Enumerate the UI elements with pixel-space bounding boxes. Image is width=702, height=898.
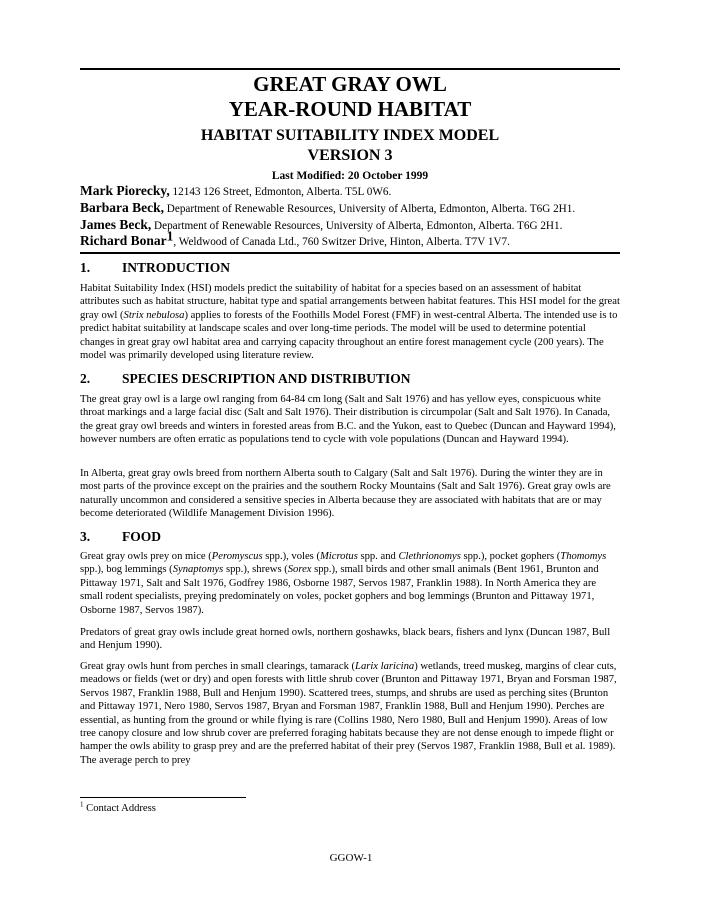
- author-line: [80, 200, 640, 217]
- author-affiliation: Department of Renewable Resources, University of Alberta, Edmonton, Alberta. T6G 2H1.: [164, 203, 576, 215]
- genus-name: Synaptomys: [172, 564, 224, 576]
- author-line: [80, 183, 640, 200]
- footnote-number: 1: [80, 800, 84, 809]
- genus-name: Sorex: [287, 564, 312, 576]
- author-line: [80, 228, 640, 250]
- text-run: ) applies to forests of the Foothills Model Forest (FMF) in west-central Alberta. The intended use is to predict habitat suitability at landscape scales and over long-time periods. The model will be used to determine potential changes in great gray owl habitat area and carrying capacity throughout an entire forest management cycle (200 years). The model was primarily developed using literature review.: [80, 309, 618, 362]
- text-run: spp.), pocket gophers (: [460, 551, 561, 562]
- food-paragraph-3: [80, 660, 620, 767]
- author-name: Richard Bonar: [80, 233, 167, 248]
- top-rule: [80, 68, 620, 70]
- subtitle-line-1: HABITAT SUITABILITY INDEX MODEL: [200, 127, 500, 144]
- species-name: Strix nebulosa: [123, 309, 185, 321]
- text-run: ) wetlands, treed muskeg, margins of clear cuts, meadows or fields (wet or dry) and open forests with little shrub cover (Brunton and Pittaway 1971, Bryan and Forsman 1987, Servos 1987, Franklin 1988, Bull and Henjum 1990). Scattered trees, stumps, and shrubs are used as perching sites (Brunton and Pittaway 1971, Nero 1980, Servos 1987, Bryan and Forsman 1987, Franklin 1988, Bull and Henjum 1990). Perches are essential, as hunting from the ground or while flying is rare (Collins 1980, Nero 1980, Bull and Henjum 1990). Areas of low tree canopy closure and low shrub cover are preferred foraging habitats because they are not dense enough to impede flight or hamper the owls ability to grasp prey and are the preferred habitat of their prey (Servos 1987, Franklin 1988, Bull et al. 1989). The average perch to prey: [80, 661, 617, 766]
- author-name: Mark Piorecky,: [80, 183, 170, 198]
- genus-name: Microtus: [319, 551, 358, 562]
- genus-name: Peromyscus: [211, 551, 263, 562]
- footnote: [80, 802, 156, 815]
- section-number: 2.: [80, 371, 91, 386]
- section-title: FOOD: [122, 529, 161, 544]
- footnote-marker: 1: [166, 228, 174, 244]
- text-run: spp.), shrews (: [223, 564, 288, 576]
- food-paragraph-2: Predators of great gray owls include great horned owls, northern goshawks, black bears, fishers and lynx (Duncan 1987, Bull and Henjum 1990).: [80, 627, 611, 652]
- author-name: James Beck,: [80, 217, 152, 232]
- subtitle-line-2: VERSION 3: [307, 147, 393, 164]
- text-run: spp. and: [357, 551, 399, 562]
- genus-name: Clethrionomys: [398, 551, 461, 562]
- text-run: spp.), voles (: [262, 551, 320, 562]
- page-number: GGOW-1: [329, 852, 373, 864]
- intro-paragraph: [80, 282, 620, 362]
- section-heading-food: [80, 529, 161, 545]
- author-line: [80, 217, 640, 234]
- section-number: 1.: [80, 260, 91, 275]
- text-run: Great gray owls prey on mice (: [80, 551, 212, 562]
- title-line-2: YEAR-ROUND HABITAT: [228, 97, 472, 121]
- author-rule: [80, 252, 620, 254]
- species-paragraph-2: In Alberta, great gray owls breed from northern Alberta south to Calgary (Salt and Salt 1976). During the winter they are in most parts of the province except on the prairies and the southern Rocky Mountains (Salt and Salt 1976). Great gray owls are naturally uncommon and considered a sensitive species in Alberta because they are associated with habitats that are or may become deteriorated (Wildlife Management Division 1996).: [80, 468, 611, 520]
- author-affiliation: 12143 126 Street, Edmonton, Alberta. T5L 0W6.: [169, 186, 392, 198]
- section-heading-species: [80, 371, 410, 387]
- food-paragraph-1: [80, 550, 620, 617]
- section-heading-introduction: [80, 260, 230, 276]
- title-line-1: GREAT GRAY OWL: [253, 72, 447, 96]
- species-paragraph-1: The great gray owl is a large owl ranging from 64-84 cm long (Salt and Salt 1976) and has yellow eyes, conspicuous white throat markings and a large facial disc (Salt and Salt 1976). Their distribution is circumpolar (Salt and Salt 1976). In Canada, the great gray owl breeds and winters in forested areas from B.C. and the Yukon, east to Quebec (Duncan and Hayward 1994), however numbers are often erratic as populations tend to cycle with vole populations (Duncan and Hayward 1994).: [80, 394, 616, 446]
- footnote-rule: [80, 797, 246, 798]
- section-number: 3.: [80, 529, 91, 544]
- text-run: spp.), small birds and other small animals (Bent 1961, Brunton and Pittaway 1971, Salt and Salt 1976, Godfrey 1986, Osborne 1987, Servos 1987, Franklin 1988). In North America they are small rodent specialists, preying predominately on voles, pocket gophers and bog lemmings (Brunton and Pittaway 1971, Osborne 1987, Servos 1987).: [80, 564, 599, 616]
- text-run: Habitat Suitability Index (HSI) models predict the suitability of habitat for a species based on an assessment of habitat attributes such as habitat structure, habitat type and spatial arrangements between habitat features. This HSI model for the great gray owl (: [80, 283, 620, 321]
- author-affiliation: , Weldwood of Canada Ltd., 760 Switzer Drive, Hinton, Alberta. T7V 1V7.: [173, 236, 510, 248]
- text-run: spp.), bog lemmings (: [80, 564, 173, 576]
- text-run: Great gray owls hunt from perches in small clearings, tamarack (: [80, 661, 356, 672]
- genus-name: Thomomys: [560, 551, 607, 562]
- last-modified: Last Modified: 20 October 1999: [271, 170, 429, 182]
- footnote-text: Contact Address: [83, 803, 156, 814]
- species-name: Larix laricina: [355, 661, 415, 672]
- section-title: SPECIES DESCRIPTION AND DISTRIBUTION: [122, 371, 411, 386]
- author-name: Barbara Beck,: [80, 200, 164, 215]
- section-title: INTRODUCTION: [122, 260, 231, 275]
- author-affiliation: Department of Renewable Resources, University of Alberta, Edmonton, Alberta. T6G 2H1.: [151, 220, 563, 232]
